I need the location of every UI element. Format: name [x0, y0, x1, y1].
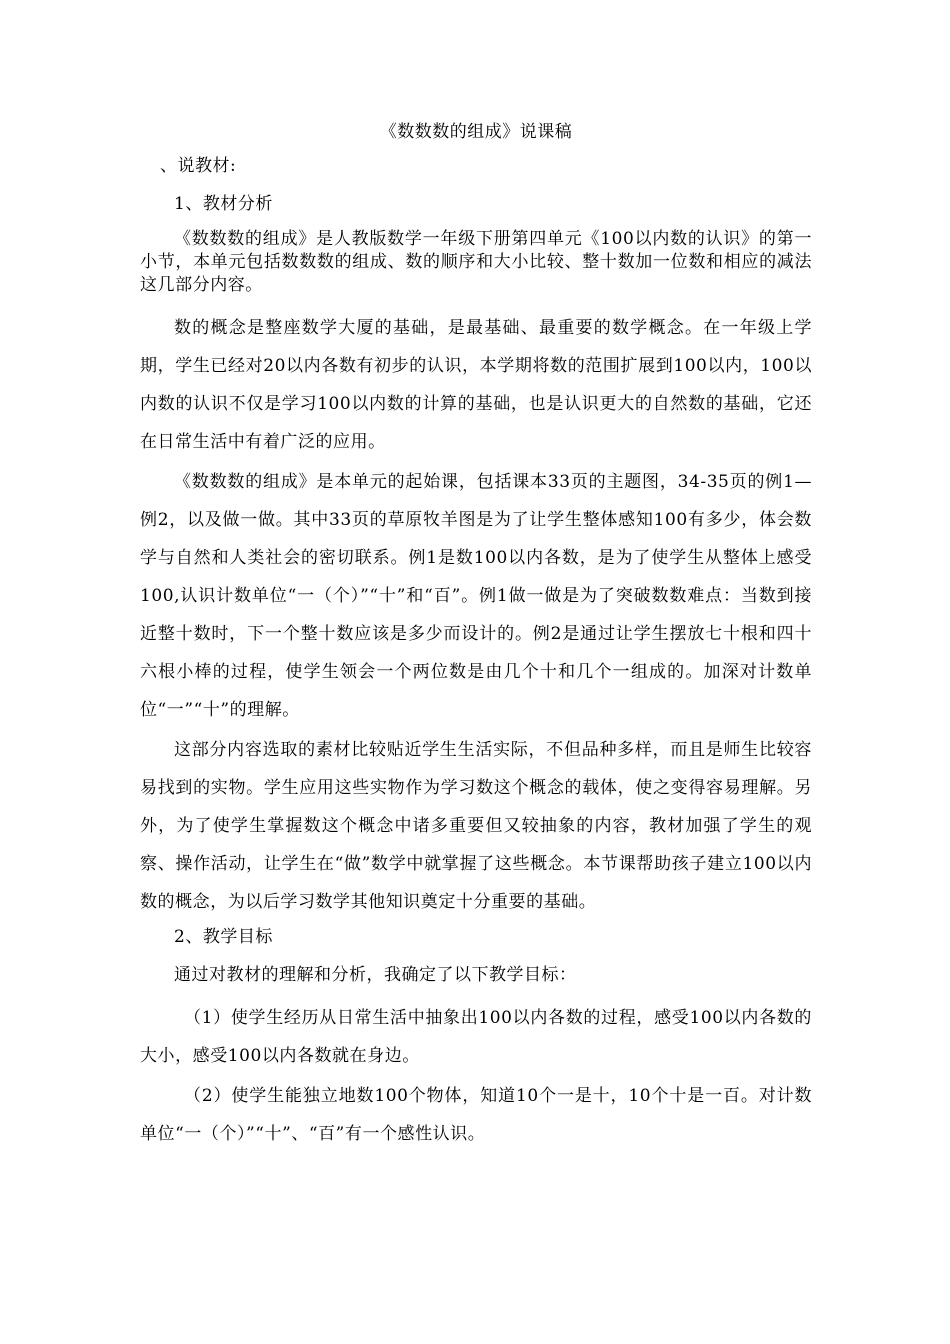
paragraph-lesson: 《数数数的组成》是本单元的起始课，包括课本33页的主题图，34-35页的例1—例2，以及做一做。其中33页的草原牧羊图是为了让学生整体感知100有多少，体会数学与自然和人类社会的密切联系。例1是数100以内各数，是为了使学生从整体上感受100,认识计数单位“一（个）”“十”和“百”。例1做一做是为了突破数数难点：当数到接近整十数时，下一个整十数应该是多少而设计的。例2是通过让学生摆放七十根和四十六根小棒的过程，使学生领会一个两位数是由几个十和几个一组成的。加深对计数单位“一”“十”的理解。: [140, 472, 812, 720]
paragraph-concept: 数的概念是整座数学大厦的基础，是最基础、最重要的数学概念。在一年级上学期，学生已经对20以内各数有初步的认识，本学期将数的范围扩展到100以内，100以内数的认识不仅是学习100以内数的计算的基础，也是认识更大的自然数的基础，它还在日常生活中有着广泛的应用。: [140, 318, 812, 452]
paragraph-materials: 这部分内容选取的素材比较贴近学生生活实际，不但品种多样，而且是师生比较容易找到的实物。学生应用这些实物作为学习数这个概念的载体，使之变得容易理解。另外，为了使学生掌握数这个概念中诸多重要但又较抽象的内容，教材加强了学生的观察、操作活动，让学生在“做”数学中就掌握了这些概念。本节课帮助孩子建立100以内数的概念，为以后学习数学其他知识奠定十分重要的基础。: [140, 740, 812, 912]
section-heading: 、说教材:: [160, 156, 237, 176]
goal-item-1: （1）使学生经历从日常生活中抽象出100以内各数的过程，感受100以内各数的大小，感受100以内各数就在身边。: [140, 1008, 812, 1066]
subsection-heading-2: 2、教学目标: [174, 927, 273, 947]
subsection-heading-1: 1、教材分析: [174, 194, 273, 214]
goals-intro: 通过对教材的理解和分析，我确定了以下教学目标：: [174, 965, 577, 985]
document-page: [140, 118, 812, 1153]
goal-item-2: （2）使学生能独立地数100个物体，知道10个一是十，10个十是一百。对计数单位“一（个）”“十”、“百”有一个感性认识。: [140, 1086, 812, 1144]
paragraph-intro: 《数数数的组成》是人教版数学一年级下册第四单元《100以内数的认识》的第一小节，本单元包括数数数的组成、数的顺序和大小比较、整十数加一位数和相应的减法这几部分内容。: [140, 229, 812, 295]
document-title: 《数数数的组成》说课稿: [379, 122, 573, 142]
